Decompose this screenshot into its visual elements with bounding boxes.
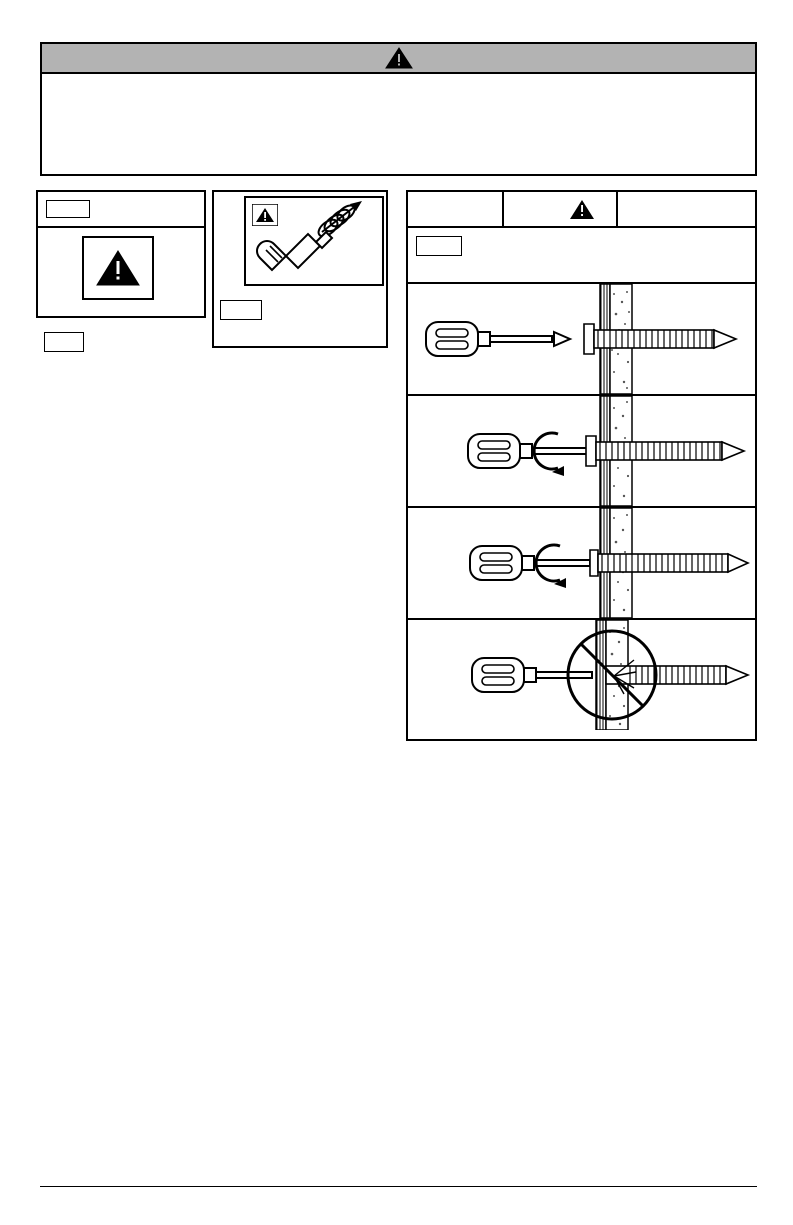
- step-turn-anchor-flush: [408, 508, 755, 620]
- panel-left: [36, 190, 206, 318]
- screwdriver-anchor-illustration: [246, 198, 382, 284]
- panel-left-tag-bottom: [44, 332, 84, 352]
- panel-left-inner-frame: [38, 226, 204, 316]
- panel-right-header: [408, 192, 755, 228]
- panel-left-tag-top: [46, 200, 90, 218]
- panel-mid-tag-bottom: [220, 300, 262, 320]
- step-turn-anchor-partially: [408, 396, 755, 508]
- header-divider-left: [502, 192, 504, 226]
- step-insert-anchor: [408, 284, 755, 396]
- step-1-illustration: [408, 284, 755, 394]
- panel-right-subhead: [408, 228, 755, 284]
- panel-mid: [212, 190, 388, 348]
- warning-triangle-icon: [385, 47, 413, 69]
- step-2-illustration: [408, 396, 755, 506]
- warning-banner-text: [42, 74, 755, 174]
- warning-triangle-icon: [96, 249, 140, 287]
- step-4-illustration: [408, 620, 755, 730]
- panel-mid-illustration: [244, 196, 384, 286]
- panel-right: [406, 190, 757, 741]
- step-3-illustration: [408, 508, 755, 618]
- panel-right-subhead-tag: [416, 236, 462, 256]
- warning-banner-header: [42, 44, 755, 74]
- header-divider-right: [616, 192, 618, 226]
- warning-symbol-box: [82, 236, 154, 300]
- warning-triangle-icon: [569, 198, 595, 220]
- step-do-not-overtighten: [408, 620, 755, 732]
- warning-banner: [40, 42, 757, 176]
- footer-divider: [40, 1186, 757, 1187]
